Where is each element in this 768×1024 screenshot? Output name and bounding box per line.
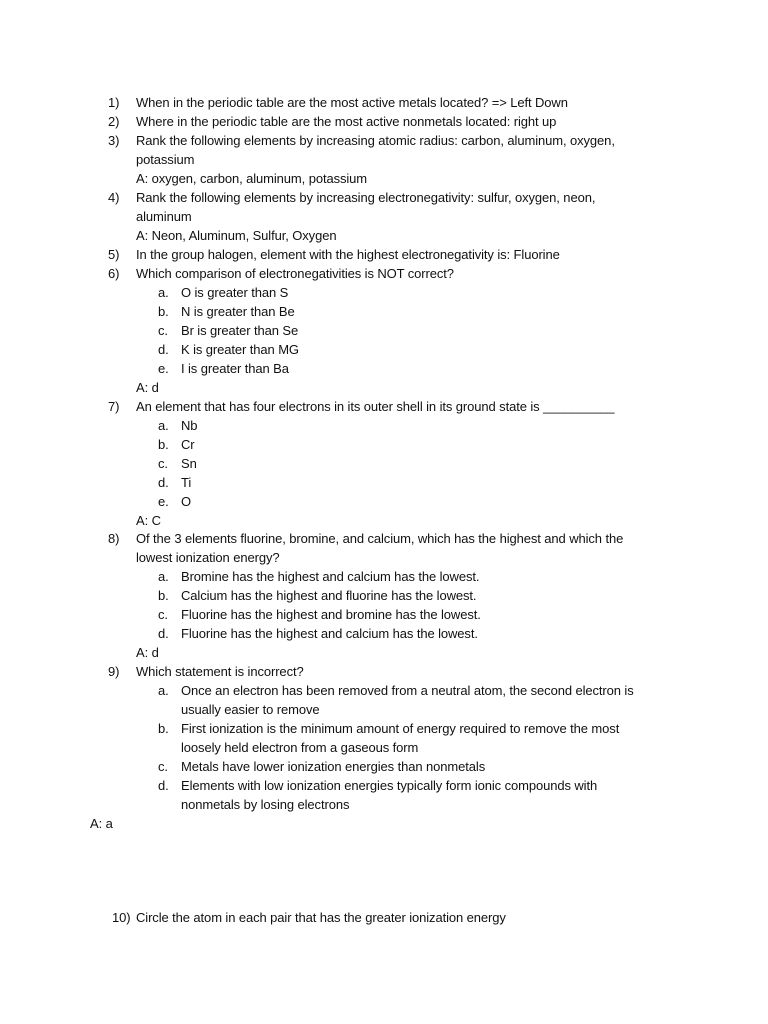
q6-option-text: Br is greater than Se: [181, 323, 299, 338]
q9-answer: A: a: [90, 816, 113, 831]
q8-text-line2: lowest ionization energy?: [136, 550, 280, 565]
q1-text: When in the periodic table are the most active metals located? => Left Down: [136, 95, 568, 110]
q9-number: 9): [108, 664, 120, 679]
q7-option-letter: a.: [158, 418, 169, 433]
q7-option-letter: c.: [158, 456, 168, 471]
q2-number: 2): [108, 114, 120, 129]
q3-text-line1: Rank the following elements by increasing atomic radius: carbon, aluminum, oxygen,: [136, 133, 615, 148]
q7-option-text: O: [181, 494, 192, 509]
q7-option-letter: e.: [158, 494, 169, 509]
q3-answer: A: oxygen, carbon, aluminum, potassium: [136, 171, 368, 186]
q9-text: Which statement is incorrect?: [136, 664, 304, 679]
q6-option-text: N is greater than Be: [181, 304, 295, 319]
q8-option-text: Fluorine has the highest and bromine has the lowest.: [181, 607, 481, 622]
q7-option-text: Cr: [181, 437, 195, 452]
q7-text: An element that has four electrons in its outer shell in its ground state is __________: [136, 399, 615, 414]
q10-number: 10): [112, 910, 131, 925]
q7-option-letter: d.: [158, 475, 169, 490]
q4-text-line1: Rank the following elements by increasing electronegativity: sulfur, oxygen, neon,: [136, 190, 596, 205]
q1-number: 1): [108, 95, 120, 110]
q8-answer: A: d: [136, 645, 159, 660]
q9-option-letter: c.: [158, 759, 168, 774]
q7-option-text: Nb: [181, 418, 198, 433]
q4-text-line2: aluminum: [136, 209, 192, 224]
q6-option-letter: e.: [158, 361, 169, 376]
q8-text-line1: Of the 3 elements fluorine, bromine, and calcium, which has the highest and which the: [136, 531, 624, 546]
q8-option-letter: d.: [158, 626, 169, 641]
q6-option-letter: c.: [158, 323, 168, 338]
q6-text: Which comparison of electronegativities is NOT correct?: [136, 266, 454, 281]
q6-option-text: O is greater than S: [181, 285, 289, 300]
q9-option-text-line1: Once an electron has been removed from a neutral atom, the second electron is: [181, 683, 634, 698]
q7-number: 7): [108, 399, 120, 414]
q2-text: Where in the periodic table are the most active nonmetals located: right up: [136, 114, 557, 129]
q8-option-text: Bromine has the highest and calcium has the lowest.: [181, 569, 480, 584]
q6-answer: A: d: [136, 380, 159, 395]
q3-number: 3): [108, 133, 120, 148]
q5-text: In the group halogen, element with the highest electronegativity is: Fluorine: [136, 247, 560, 262]
q9-option-text-line1: First ionization is the minimum amount of energy required to remove the most: [181, 721, 620, 736]
q9-option-text-line2: loosely held electron from a gaseous form: [181, 740, 419, 755]
q9-option-letter: b.: [158, 721, 169, 736]
q6-option-text: K is greater than MG: [181, 342, 299, 357]
q8-option-letter: b.: [158, 588, 169, 603]
q6-number: 6): [108, 266, 120, 281]
q6-option-text: I is greater than Ba: [181, 361, 289, 376]
q4-answer: A: Neon, Aluminum, Sulfur, Oxygen: [136, 228, 337, 243]
q7-answer: A: C: [136, 513, 161, 528]
q10-text: Circle the atom in each pair that has the greater ionization energy: [136, 910, 506, 925]
q9-option-text-line1: Elements with low ionization energies typically form ionic compounds with: [181, 778, 598, 793]
q6-option-letter: b.: [158, 304, 169, 319]
q8-number: 8): [108, 531, 120, 546]
q9-option-text-line1: Metals have lower ionization energies than nonmetals: [181, 759, 486, 774]
q4-number: 4): [108, 190, 120, 205]
q6-option-letter: a.: [158, 285, 169, 300]
q9-option-text-line2: usually easier to remove: [181, 702, 320, 717]
q8-option-letter: c.: [158, 607, 168, 622]
q7-option-text: Ti: [181, 475, 192, 490]
q9-option-letter: a.: [158, 683, 169, 698]
q9-option-text-line2: nonmetals by losing electrons: [181, 797, 350, 812]
q8-option-letter: a.: [158, 569, 169, 584]
q5-number: 5): [108, 247, 120, 262]
q8-option-text: Calcium has the highest and fluorine has the lowest.: [181, 588, 477, 603]
q9-option-letter: d.: [158, 778, 169, 793]
q7-option-text: Sn: [181, 456, 197, 471]
q3-text-line2: potassium: [136, 152, 195, 167]
q8-option-text: Fluorine has the highest and calcium has the lowest.: [181, 626, 478, 641]
q7-option-letter: b.: [158, 437, 169, 452]
q6-option-letter: d.: [158, 342, 169, 357]
